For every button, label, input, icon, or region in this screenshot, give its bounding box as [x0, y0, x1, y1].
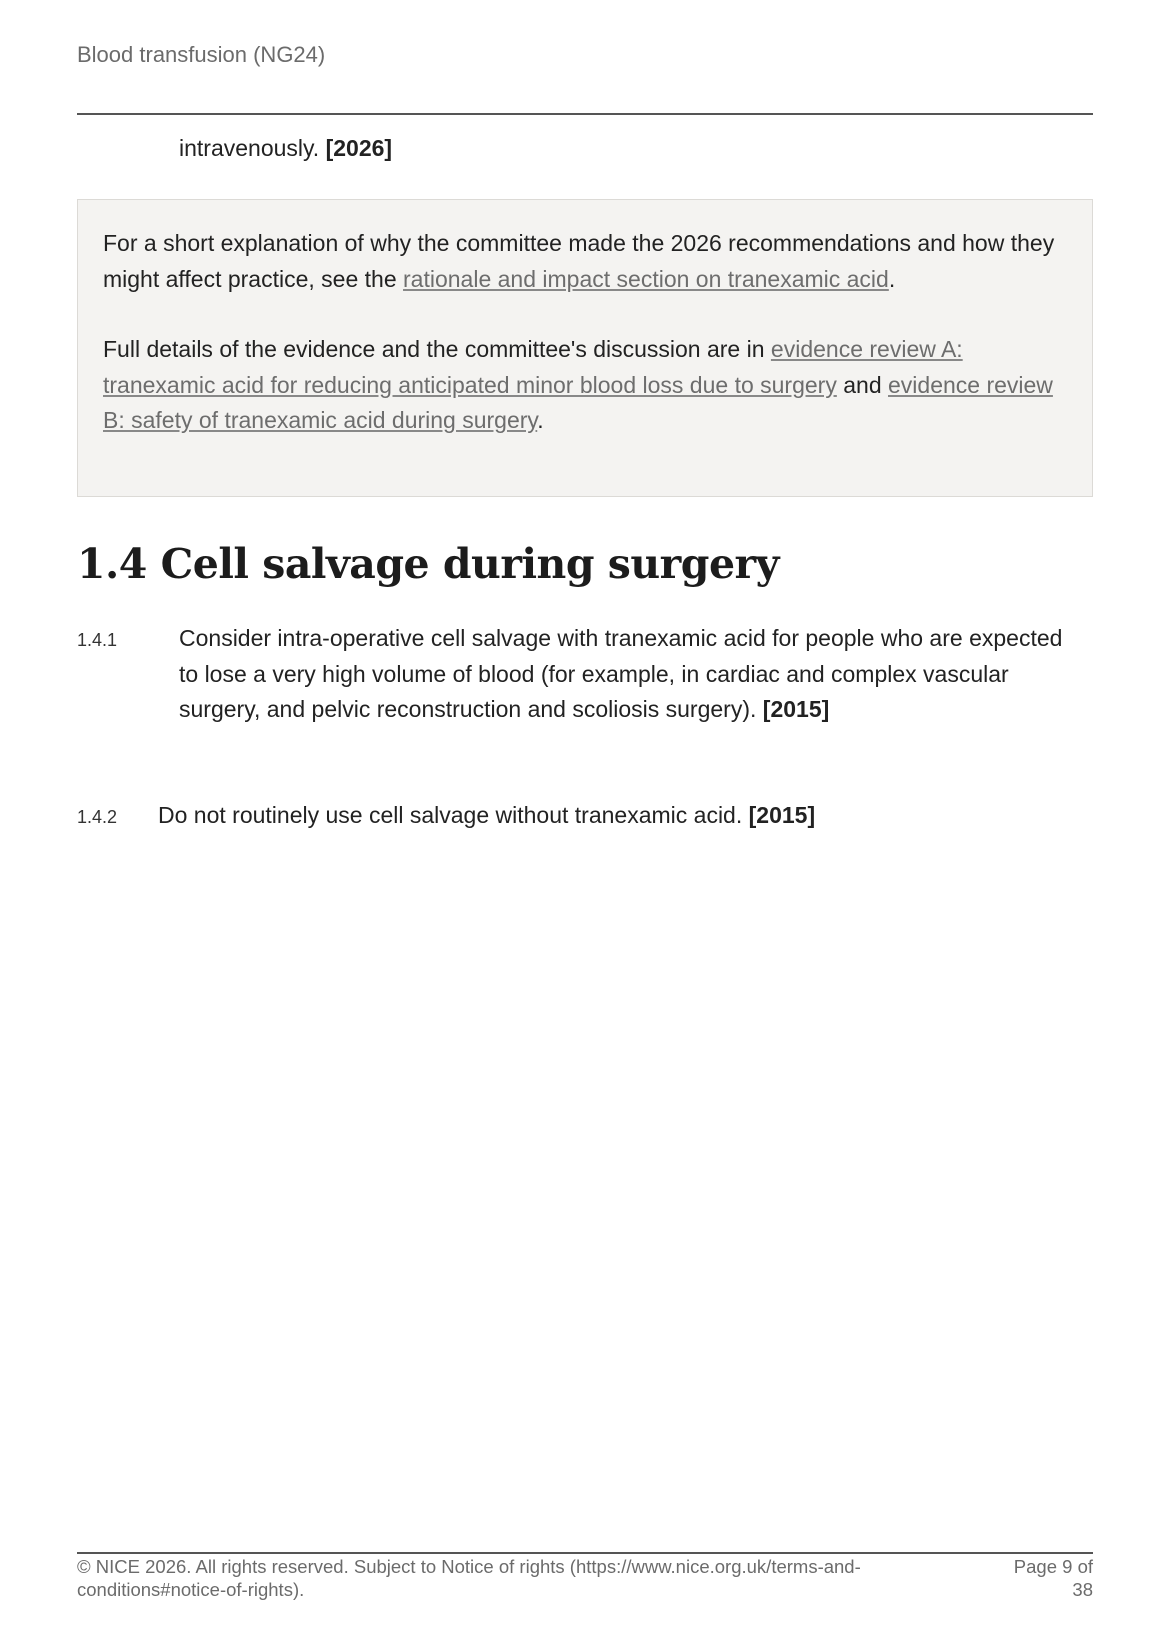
- year-tag: [2026]: [325, 135, 393, 161]
- evidence-intro-text: Full details of the evidence and the committee's discussion are in: [103, 336, 765, 362]
- recommendation-number: 1.4.2: [77, 807, 118, 827]
- footer-copyright: © NICE 2026. All rights reserved. Subject to Notice of rights (https://www.nice.org.uk/terms-and-conditions#notice-of-rights).: [77, 1556, 861, 1600]
- running-header: Blood transfusion (NG24): [77, 42, 326, 67]
- section-heading: 1.4 Cell salvage during surgery: [77, 540, 779, 588]
- rationale-period: .: [888, 265, 896, 292]
- evidence-period: .: [537, 407, 544, 433]
- year-tag: [2015]: [762, 696, 830, 722]
- year-tag: [2015]: [748, 802, 816, 828]
- footer-page-number: Page 9 of 38: [1013, 1556, 1093, 1600]
- evidence-review-b-link[interactable]: evidence review B: safety of tranexamic acid during surgery: [103, 371, 1053, 433]
- rationale-paragraph: [103, 226, 1066, 297]
- header-divider: [77, 113, 1093, 115]
- footer-divider: [77, 1552, 1093, 1554]
- recommendation-body: Do not routinely use cell salvage without tranexamic acid.: [158, 802, 743, 828]
- evidence-paragraph: [103, 332, 1066, 439]
- recommendation-text: [179, 621, 1079, 728]
- evidence-joiner: and: [843, 371, 882, 398]
- recommendation-number: 1.4.1: [77, 630, 118, 650]
- rationale-impact-link[interactable]: rationale and impact section on tranexamic acid: [403, 265, 889, 292]
- rationale-intro-text: For a short explanation of why the committee made the 2026 recommendations and how they might affect practice, see the: [103, 230, 1055, 292]
- continued-recommendation-text: [179, 130, 392, 166]
- evidence-review-a-link[interactable]: evidence review A: tranexamic acid for reducing anticipated minor blood loss due to surgery: [103, 336, 963, 398]
- recommendation-text: [158, 798, 1078, 834]
- recommendation-body: Consider intra-operative cell salvage with tranexamic acid for people who are expected to lose a very high volume of blood (for example, in cardiac and complex vascular surgery, and pelvic reconstruction and scoliosis surgery).: [179, 625, 1063, 722]
- rationale-panel: [77, 199, 1093, 497]
- continued-text: intravenously.: [179, 135, 320, 161]
